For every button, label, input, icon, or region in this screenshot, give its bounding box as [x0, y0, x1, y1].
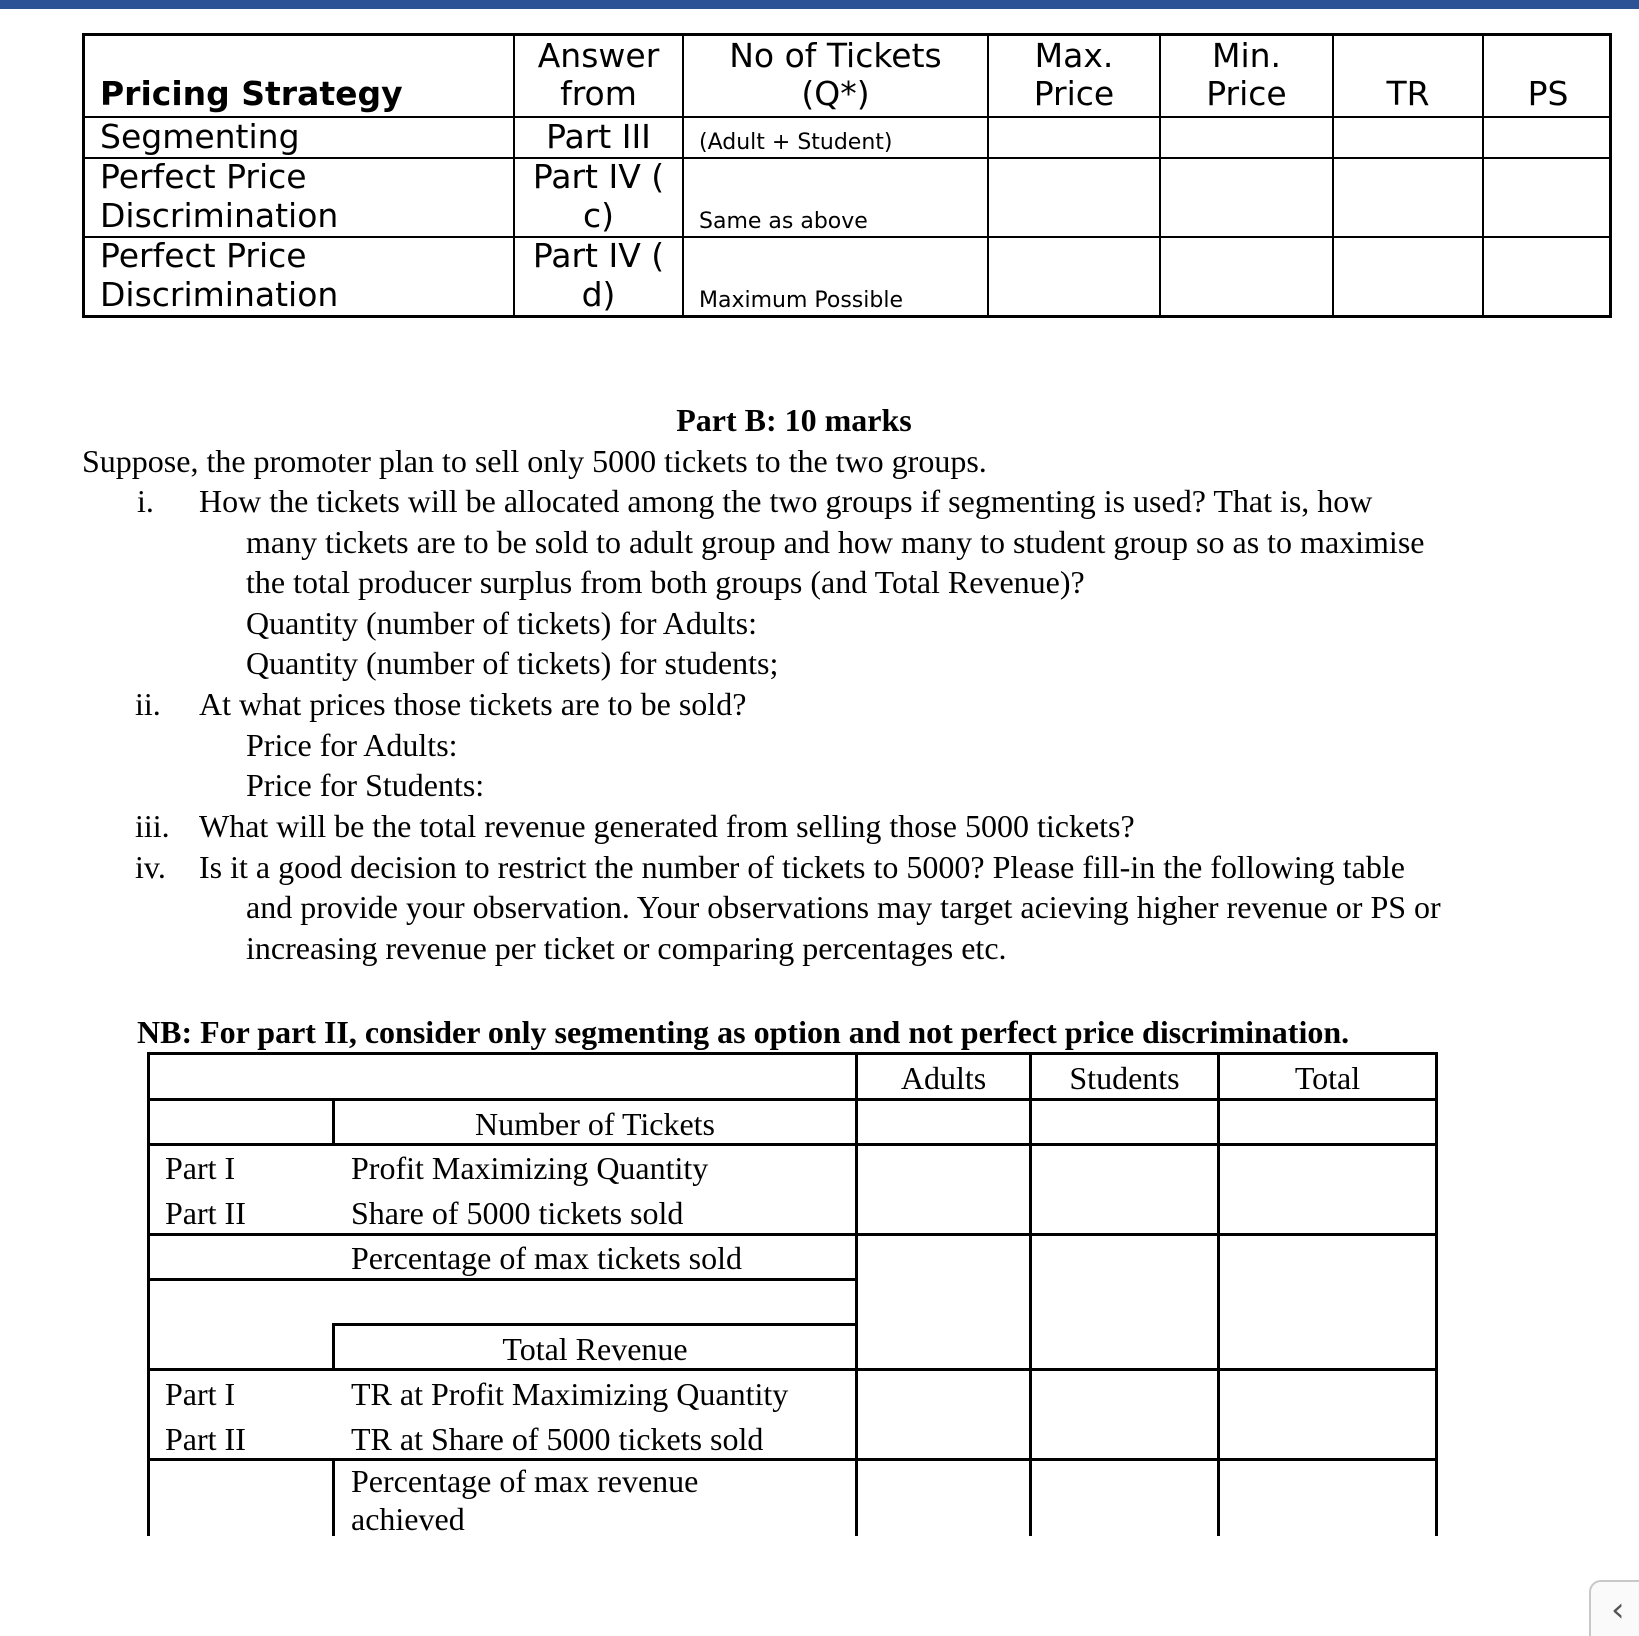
part-b-heading: Part B: 10 marks	[676, 402, 912, 438]
q1-number: i.	[137, 483, 154, 519]
row2-answer-line2: c)	[582, 196, 615, 235]
row1-strategy: Segmenting	[100, 117, 300, 156]
q4-line1: Is it a good decision to restrict the number of tickets to 5000? Please fill-in the following table	[199, 849, 1405, 885]
q2-line1: At what prices those tickets are to be sold?	[199, 686, 747, 722]
row2-tickets: Same as above	[699, 209, 868, 234]
row3-strategy-line1: Perfect Price	[100, 236, 307, 275]
row-share-5000: Share of 5000 tickets sold	[351, 1195, 684, 1231]
revenue-section-header: Total Revenue	[502, 1331, 688, 1367]
pricing-strategy-table	[82, 33, 1612, 318]
col-header-adults: Adults	[900, 1060, 987, 1096]
table-divider	[148, 1233, 1438, 1236]
row-label-part-ii: Part II	[165, 1195, 246, 1231]
side-panel-toggle[interactable]	[1589, 1580, 1639, 1636]
tickets-section-header: Number of Tickets	[475, 1106, 715, 1142]
row2-answer-line1: Part IV (	[532, 157, 665, 196]
q4-line3: increasing revenue per ticket or comparing percentages etc.	[246, 930, 1007, 966]
table-divider	[148, 1098, 1438, 1101]
q3-line1: What will be the total revenue generated from selling those 5000 tickets?	[199, 808, 1135, 844]
table-divider	[333, 1323, 858, 1326]
row-pct-max-revenue-line2: achieved	[351, 1501, 465, 1537]
table-divider	[147, 1052, 150, 1536]
chevron-left-icon: ‹	[1611, 1590, 1625, 1630]
header-tr: TR	[1386, 74, 1430, 113]
col-header-students: Students	[1069, 1060, 1180, 1096]
q1-line3: the total producer surplus from both groups (and Total Revenue)?	[246, 564, 1085, 600]
row2-strategy-line2: Discrimination	[100, 196, 339, 235]
row-label-part-ii-revenue: Part II	[165, 1421, 246, 1457]
table-divider	[1217, 1052, 1220, 1536]
q3-number: iii.	[135, 808, 170, 844]
header-ps: PS	[1527, 74, 1569, 113]
q4-line2: and provide your observation. Your observations may target acieving higher revenue or PS or	[246, 889, 1441, 925]
q2-adult-price: Price for Adults:	[246, 727, 458, 763]
header-max-line2: Price	[1033, 74, 1115, 113]
q2-number: ii.	[135, 686, 161, 722]
q2-student-price: Price for Students:	[246, 767, 485, 803]
q1-students-quantity: Quantity (number of tickets) for students;	[246, 645, 779, 681]
row-profit-max-quantity: Profit Maximizing Quantity	[351, 1150, 709, 1186]
header-pricing-strategy: Pricing Strategy	[100, 74, 403, 113]
row2-strategy-line1: Perfect Price	[100, 157, 307, 196]
row3-answer-line1: Part IV (	[532, 236, 665, 275]
row3-strategy-line2: Discrimination	[100, 275, 339, 314]
row-pct-max-revenue-line1: Percentage of max revenue	[351, 1463, 699, 1499]
header-max-line1: Max.	[1034, 36, 1114, 75]
table-divider	[855, 1052, 858, 1536]
table-divider	[332, 1458, 335, 1536]
table-divider	[85, 236, 1609, 238]
table-divider	[148, 1278, 858, 1281]
row-tr-share-5000: TR at Share of 5000 tickets sold	[351, 1421, 764, 1457]
table-divider	[148, 1052, 1438, 1055]
header-min-line1: Min.	[1211, 36, 1282, 75]
header-tickets-line1: No of Tickets	[729, 36, 942, 75]
table-divider	[1029, 1052, 1032, 1536]
table-divider	[85, 157, 1609, 159]
col-header-total: Total	[1294, 1060, 1361, 1096]
top-accent-bar	[0, 0, 1639, 9]
header-answer-line2: from	[560, 74, 637, 113]
row3-answer-line2: d)	[581, 275, 616, 314]
row-pct-max-tickets: Percentage of max tickets sold	[351, 1240, 742, 1276]
row-label-part-i: Part I	[165, 1150, 236, 1186]
row-tr-profit-max: TR at Profit Maximizing Quantity	[351, 1376, 789, 1412]
header-tickets-line2: (Q*)	[801, 74, 870, 113]
q1-line1: How the tickets will be allocated among the two groups if segmenting is used? That is, how	[199, 483, 1373, 519]
part-b-intro: Suppose, the promoter plan to sell only 5000 tickets to the two groups.	[82, 443, 987, 479]
q1-adults-quantity: Quantity (number of tickets) for Adults:	[246, 605, 758, 641]
row1-tickets: (Adult + Student)	[699, 130, 893, 155]
nb-note: NB: For part II, consider only segmenting as option and not perfect price discrimination.	[137, 1014, 1350, 1050]
header-answer-line1: Answer	[537, 36, 660, 75]
q4-number: iv.	[135, 849, 166, 885]
row-label-part-i-revenue: Part I	[165, 1376, 236, 1412]
row3-tickets: Maximum Possible	[699, 288, 903, 313]
table-divider	[148, 1143, 1438, 1146]
header-min-line2: Price	[1206, 74, 1287, 113]
table-divider	[85, 116, 1609, 118]
table-divider	[1435, 1052, 1438, 1536]
q1-line2: many tickets are to be sold to adult group and how many to student group so as to maximise	[246, 524, 1425, 560]
table-divider	[148, 1368, 1438, 1371]
table-divider	[148, 1458, 1438, 1461]
row1-answer: Part III	[546, 117, 651, 156]
